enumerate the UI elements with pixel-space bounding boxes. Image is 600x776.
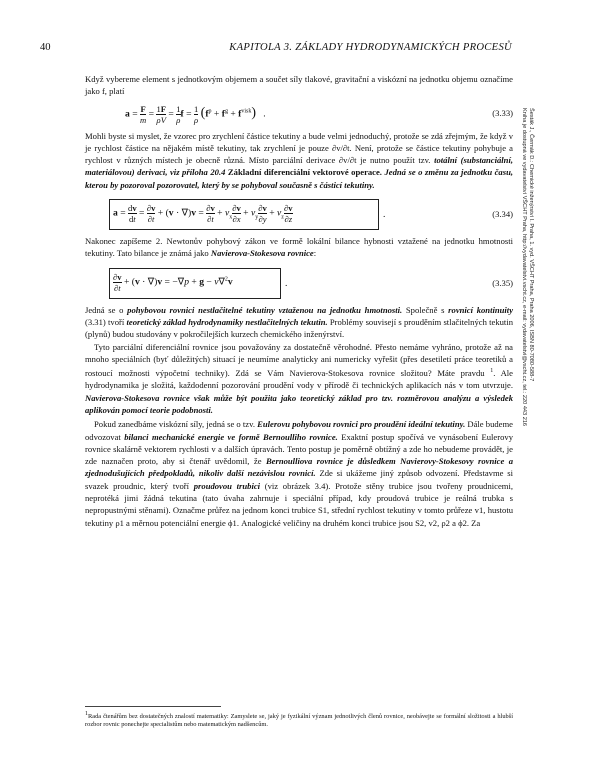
text-run: Exaktní postup spočívá ve vynásobení Eulerovy rovnice skalárně vektorem rychlosti v a dalších úpravách. Tento postup je poměrně obtížný a zde ho nebudeme provádět, je zde naznačen proto, aby si čtenář uvědomil, že — [85, 431, 513, 467]
text-run-emph: rovnicí kontinuity — [448, 304, 514, 315]
equation-3-34-number: (3.34) — [492, 209, 513, 220]
footnote-text: Rada čtenářům bez dostatečných znalostí matematiky: Zamyslete se, jaký je fyzikální význam jednotlivých členů rovnice, neobávejte se formální složitosti a hlubší rozbor rovnic ponechejte specialistům nebo matematickým nadšencům. — [85, 713, 513, 729]
text-run: Mohli byste si myslet, že vzorec pro zrychlení částice tekutiny a bude velmi jednoduchý, protože se zdá zřejmým, že když v je rychlost částice na nějakém místě tekutiny, tak zrychlení je pouze ∂v/∂t. Není, protože se částice tekutiny pohybuje a rychlost v různých místech je obecně různá. Místo parciální derivace ∂v/∂t je nutno použít tzv. — [85, 130, 513, 166]
running-title: KAPITOLA 3. ZÁKLADY HYDRODYNAMICKÝCH PROCESŮ — [229, 42, 512, 53]
footnote-number: 1 — [85, 711, 88, 717]
equation-3-35-period: . — [285, 277, 288, 289]
page-number: 40 — [40, 42, 51, 53]
equation-3-34 — [85, 191, 513, 235]
text-run-bold: Základní diferenciální vektorové operace. — [225, 167, 385, 178]
text-run: Problémy souvisejí s prouděním stlačitelných tekutin (plynů) budou studovány v pokročilejších kurzech chemického inženýrství. — [85, 316, 513, 340]
text-run-emph: Jedná se o změnu za jednotku času, kterou by pozoroval pozorovatel, který by se pohyboval současně s částicí tekutiny. — [85, 167, 513, 190]
equation-3-35-expr: $\frac{\partial v}{\partial t}$ + (v · ∇)v = −∇p + g − ν∇$^2$v — [113, 271, 233, 293]
text-run: Jedná se o — [85, 304, 128, 315]
text-run-emph: Navierova-Stokesova rovnice však může být použita jako teoretický základ pro tzv. rozměrovou analýzu a výsledek aplikován pomocí teorie podobnosti. — [85, 392, 513, 415]
footnote — [85, 710, 513, 730]
text-run: (3.31) tvoří — [85, 316, 127, 327]
text-run-emph: Bernoulliova rovnice je důsledkem Navierovy-Stokesovy rovnice a zjednodušujících předpokladů, nikoliv další nezávislou rovnicí. — [85, 456, 514, 479]
text-run-emph: Navierova-Stokesova rovnice — [210, 248, 314, 259]
text-run: Tyto parciální diferenciální rovnice jsou považovány za dostatečně věrohodné. Přesto nemáme vyhráno, protože až na mnoho speciálních (byť důležitých) situací je neumíme analyticky ani numericky vyřešit (přes desetiletí práce teoretiků a rostoucí možnosti výpočetní techniky). Zdá se Vám Navierova-Stokesova rovnice složitou? Máte pravdu — [85, 341, 513, 379]
copyright-line-2: Kniha je dostupná ve vydavatelství VŠCHT Praha, http://vydavatelstvi.vscht.cz, e-mail: vydavatelstvi@vscht.cz, tel.: 220 443 216 — [520, 108, 527, 427]
text-run: : — [313, 248, 317, 259]
text-run-emph: pohybovou rovnici nestlačitelné tekutiny vztaženou na jednotku hmotnosti. — [127, 304, 403, 315]
text-run: Zde si ukážeme jiný způsob odvození. Představme si svazek proudnic, který tvoří — [85, 468, 513, 491]
equation-3-34-expr: a = $\frac{dv}{dt}$ = $\frac{\partial v}{\partial t}$ + (v · ∇)v = $\frac{\partial v}{\partial t}$ + $v_x$ $\frac{\partial v}{\partial x}$ + $v_y$ $\frac{\partial v}{\partial y}$ + $v_z$ $\frac{\partial v}{\partial z}$ — [113, 203, 293, 225]
paragraph-euler-bernoulli — [85, 418, 513, 529]
text-run: Pokud zanedbáme viskózní síly, jedná se o tzv. — [94, 419, 258, 430]
text-run: Nakonec zapíšeme 2. Newtonův pohybový zákon ve formě lokální bilance hybnosti vztažené na jednotku hmotnosti tekutiny. Tato bilance je známá jako — [85, 236, 513, 259]
text-run-emph: totální (substanciální, materiálovou) derivaci, viz příloha 20.4 — [85, 155, 513, 178]
text-run-emph: teoretický základ hydrodynamiky nestlačitelných tekutin. — [126, 316, 328, 327]
equation-3-34-period: . — [383, 209, 386, 221]
equation-3-33-number: (3.33) — [492, 107, 513, 118]
paragraph-navier-stokes — [85, 304, 513, 341]
paragraph-newton — [85, 235, 513, 260]
text-run: . Ale hydrodynamika je složitá, každodenní pozorování proudění vody v přírodě či technických aplikacích nás v tom utvrzuje. — [85, 368, 513, 391]
copyright-line-1: Šesták J., Čermák D.: Chemické inženýrství I. Praha, 1. vyd. VŠCHT Praha, Praha 2006, ISBN 80-7080-588-7 — [528, 108, 534, 382]
text-run: (viz obrázek 3.4). Protože stěny trubice jsou tvořeny proudnicemi, neprotéká jimi žádná tekutina (tato úvaha zahrnuje i speciální případ, kdy proudová trubice je reálná trubka s nepropustnými stěnami). Označme průřez na jednom konci trubice S1, střední rychlost tekutiny v tomto průřeze v1, hustotu tekutiny ρ1 a měrnou potenciální energie ϕ1. Analogické veličiny na druhém konci trubice jsou S2, v2, ρ2 a ϕ2. Za — [85, 480, 514, 528]
running-header — [40, 42, 512, 56]
paragraph-acceleration — [85, 130, 513, 191]
text-run-emph: proudovou trubici — [193, 480, 261, 491]
text-run: Dále budeme odvozovat — [85, 419, 513, 442]
equation-3-33-expr: a = $\frac{F}{m}$ = $\frac{1}{\rho}$ $\frac{F}{V}$ = $\frac{1}{\rho}$ f = $\frac{1}{\rho}$ $(f^p + f^g + f^{visk})$ . — [125, 103, 266, 125]
text-run-emph: Eulerovu pohybovou rovnici pro proudění ideální tekutiny. — [257, 419, 466, 430]
equation-3-35 — [85, 260, 513, 304]
footnote-rule — [85, 706, 221, 707]
text-run: Společně s — [402, 304, 449, 315]
footnote-mark[interactable]: 1 — [490, 368, 494, 375]
paragraph-pde — [85, 341, 513, 417]
equation-3-35-number: (3.35) — [492, 277, 513, 288]
paragraph-intro: Když vybereme element s jednotkovým objemem a součet síly tlakové, gravitační a viskózní na jednotku objemu označíme jako f, platí — [85, 74, 513, 97]
main-text — [85, 73, 513, 529]
text-run-emph: bilanci mechanické energie ve formě Bernoulliho rovnice. — [124, 431, 338, 442]
copyright-sidebar — [494, 108, 534, 728]
equation-3-33 — [85, 98, 513, 128]
